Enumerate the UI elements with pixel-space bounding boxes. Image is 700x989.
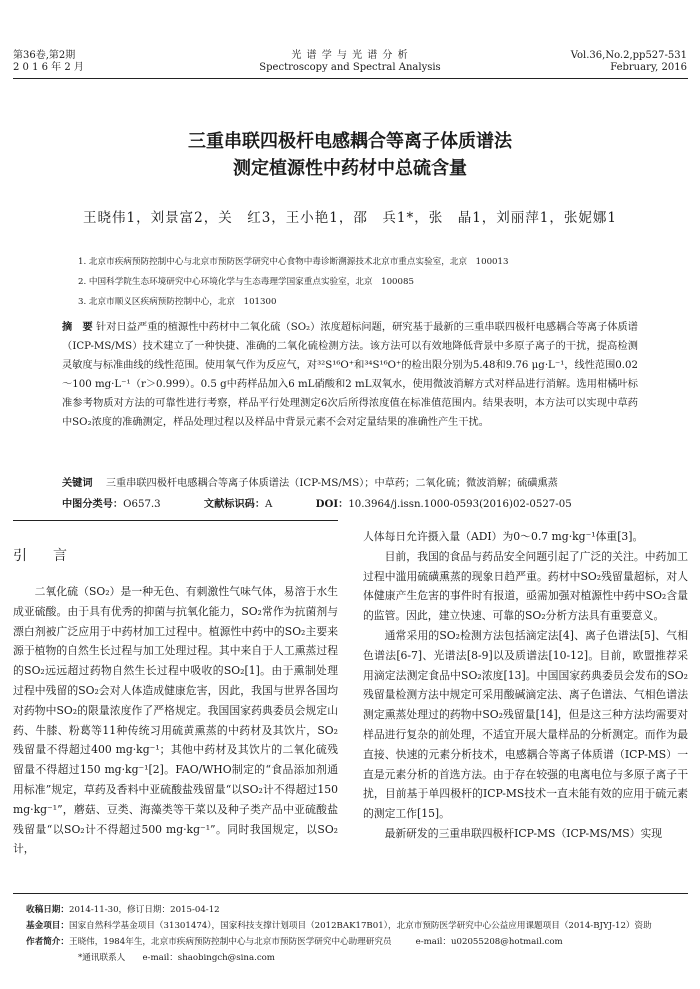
doi-label: DOI： bbox=[315, 498, 349, 510]
keywords-block bbox=[62, 473, 662, 515]
bio-label: 作者简介： bbox=[26, 937, 69, 947]
fund-text: 国家自然科学基金项目（31301474），国家科技支撑计划项目（2012BAK17B01），北京市预防医学研究中心公益应用课题项目（2014-BJYJ-12）资助 bbox=[68, 921, 652, 931]
title-line-2: 测定植源性中药材中总硫含量 bbox=[233, 158, 467, 179]
vol-pages: Vol.36,No.2,pp527-531 bbox=[570, 50, 687, 61]
abstract-label: 摘 要 bbox=[62, 321, 93, 333]
volume-issue: 第36卷,第2期 bbox=[13, 50, 76, 61]
section-rule bbox=[13, 520, 338, 521]
journal-name-cn: 光 谱 学 与 光 谱 分 析 bbox=[291, 50, 409, 61]
abstract bbox=[62, 318, 638, 432]
doc-code-label: 文献标识码： bbox=[203, 498, 266, 510]
left-paragraph-1: 二氧化硫（SO₂）是一种无色、有刺激性气味气体，易溶于水生成亚硫酸。由于具有优秀的抑菌与抗氧化能力，SO₂常作为抗菌剂与漂白剂被广泛应用于中药材加工过程中。植源性中药中的SO₂主要来源于植物的自然生长过程与加工处理过程。其中来自于人工熏蒸过程的SO₂远远超过药物自然生长过程中吸收的SO₂[1]。由于熏制处理过程中残留的SO₂会对人体造成健康危害，因此，我国与世界各国均对药物中SO₂的限量浓度作了严格规定。我国国家药典委员会规定山药、牛膝、粉葛等11种传统习用硫黄熏蒸的中药材及其饮片，SO₂残留量不得超过400 mg·kg⁻¹；其他中药材及其饮片的二氧化硫残留量不得超过150 mg·kg⁻¹[2]。FAO/WHO制定的“食品添加剂通用标准”规定，草药及香料中亚硫酸盐残留量“以SO₂计不得超过150 mg·kg⁻¹”，蘑菇、豆类、海藻类等干菜以及种子类产品中亚硫酸盐残留量“以SO₂计不得超过500 mg·kg⁻¹”。同时我国规定，以SO₂计， bbox=[13, 585, 338, 856]
affiliation-3: 3. 北京市顺义区疾病预防控制中心，北京 101300 bbox=[78, 297, 277, 307]
received-dates: 2014-11-30，修订日期：2015-04-12 bbox=[68, 905, 220, 915]
clc-label: 中图分类号： bbox=[62, 498, 124, 510]
keywords-text: 三重串联四极杆电感耦合等离子体质谱法（ICP-MS/MS）；中草药；二氧化硫；微波消解；硫磺熏蒸 bbox=[105, 478, 558, 489]
corresponding-author: *通讯联系人 e-mail：shaobingch@sina.com bbox=[78, 953, 275, 963]
keywords-label: 关键词 bbox=[62, 477, 93, 489]
doc-code-value: A bbox=[265, 499, 273, 510]
header-rule bbox=[13, 78, 688, 79]
right-paragraph-4: 最新研发的三重串联四极杆ICP-MS（ICP-MS/MS）实现 bbox=[384, 826, 663, 840]
right-column bbox=[363, 527, 688, 844]
bio-text: 王晓伟，1984年生，北京市疾病预防控制中心与北京市预防医学研究中心助理研究员 bbox=[68, 937, 392, 947]
right-paragraph-1: 人体每日允许摄入量（ADI）为0～0.7 mg·kg⁻¹体重[3]。 bbox=[363, 530, 644, 543]
publication-date: 2 0 1 6 年 2 月 bbox=[13, 62, 84, 73]
author-list: 王晓伟1，刘景富2，关 红3，王小艳1，邵 兵1*，张 晶1，刘丽萍1，张妮娜1 bbox=[83, 210, 617, 226]
journal-name-en: Spectroscopy and Spectral Analysis bbox=[259, 62, 441, 73]
title-line-1: 三重串联四极杆电感耦合等离子体质谱法 bbox=[188, 131, 512, 152]
right-paragraph-3: 通常采用的SO₂检测方法包括滴定法[4]、离子色谱法[5]、气相色谱法[6-7]、光谱法[8-9]以及质谱法[10-12]。目前，欧盟推荐采用滴定法测定食品中SO₂浓度[13]。中国国家药典委员会发布的SO₂残留量检测方法中规定可采用酸碱滴定法、离子色谱法、气相色谱法测定熏蒸处理过的药物中SO₂残留量[14]，但是这三种方法均需要对样品进行复杂的前处理，不适宜开展大量样品的分析测定。而作为最直接、快速的元素分析技术，电感耦合等离子体质谱（ICP-MS）一直是元素分析的首选方法。由于存在较强的电离电位与多原子离子干扰，目前基于单四极杆的ICP-MS技术一直未能有效的应用于硫元素的测定工作[15]。 bbox=[363, 628, 688, 821]
journal-pages bbox=[571, 50, 687, 74]
right-paragraph-2: 目前，我国的食品与药品安全问题引起了广泛的关注。中药加工过程中滥用硫磺熏蒸的现象日趋严重。药材中SO₂残留量超标，对人体健康产生危害的事件时有报道，亟需加强对植源性中药中SO₂含量的监管。因此，建立快速、可靠的SO₂分析方法具有重要意义。 bbox=[363, 549, 688, 623]
month-year: February, 2016 bbox=[610, 62, 687, 73]
author-email: e-mail：u02055208@hotmail.com bbox=[415, 937, 563, 947]
left-column bbox=[13, 582, 338, 859]
intro-heading: 引 言 bbox=[13, 548, 73, 564]
clc-value: O657.3 bbox=[123, 499, 161, 510]
paper-title bbox=[0, 128, 700, 182]
footnote-rule bbox=[13, 893, 688, 894]
fund-label: 基金项目： bbox=[26, 921, 69, 931]
abstract-text: 针对日益严重的植源性中药材中二氧化硫（SO₂）浓度超标问题，研究基于最新的三重串联四极杆电感耦合等离子体质谱（ICP-MS/MS）技术建立了一种快捷、准确的二氧化硫检测方法。该方法可以有效地降低背景中多原子离子的干扰，提高检测灵敏度与标准曲线的线性范围。使用氧气作为反应气，对³²S¹⁶O⁺和³⁴S¹⁶O⁺的检出限分别为5.48和9.76 μg·L⁻¹，线性范围0.02～100 mg·L⁻¹（r＞0.999）。0.5 g中药样品加入6 mL硝酸和2 mL双氧水，使用微波消解方式对样品进行消解。选用柑橘叶标准参考物质对方法的可靠性进行考察，样品平行处理测定6次后所得浓度值在标准值范围内。结果表明，本方法可以实现中草药中SO₂浓度的准确测定，样品处理过程以及样品中背景元素不会对定量结果的准确性产生干扰。 bbox=[62, 322, 638, 428]
received-label: 收稿日期： bbox=[26, 905, 69, 915]
affiliation-1: 1. 北京市疾病预防控制中心与北京市预防医学研究中心食物中毒诊断溯源技术北京市重点实验室，北京 100013 bbox=[78, 257, 509, 267]
doi-value: 10.3964/j.issn.1000-0593(2016)02-0527-05 bbox=[348, 499, 572, 510]
footnotes bbox=[26, 902, 686, 966]
affiliation-2: 2. 中国科学院生态环境研究中心环境化学与生态毒理学国家重点实验室，北京 100085 bbox=[78, 277, 414, 287]
affiliations bbox=[78, 252, 508, 312]
